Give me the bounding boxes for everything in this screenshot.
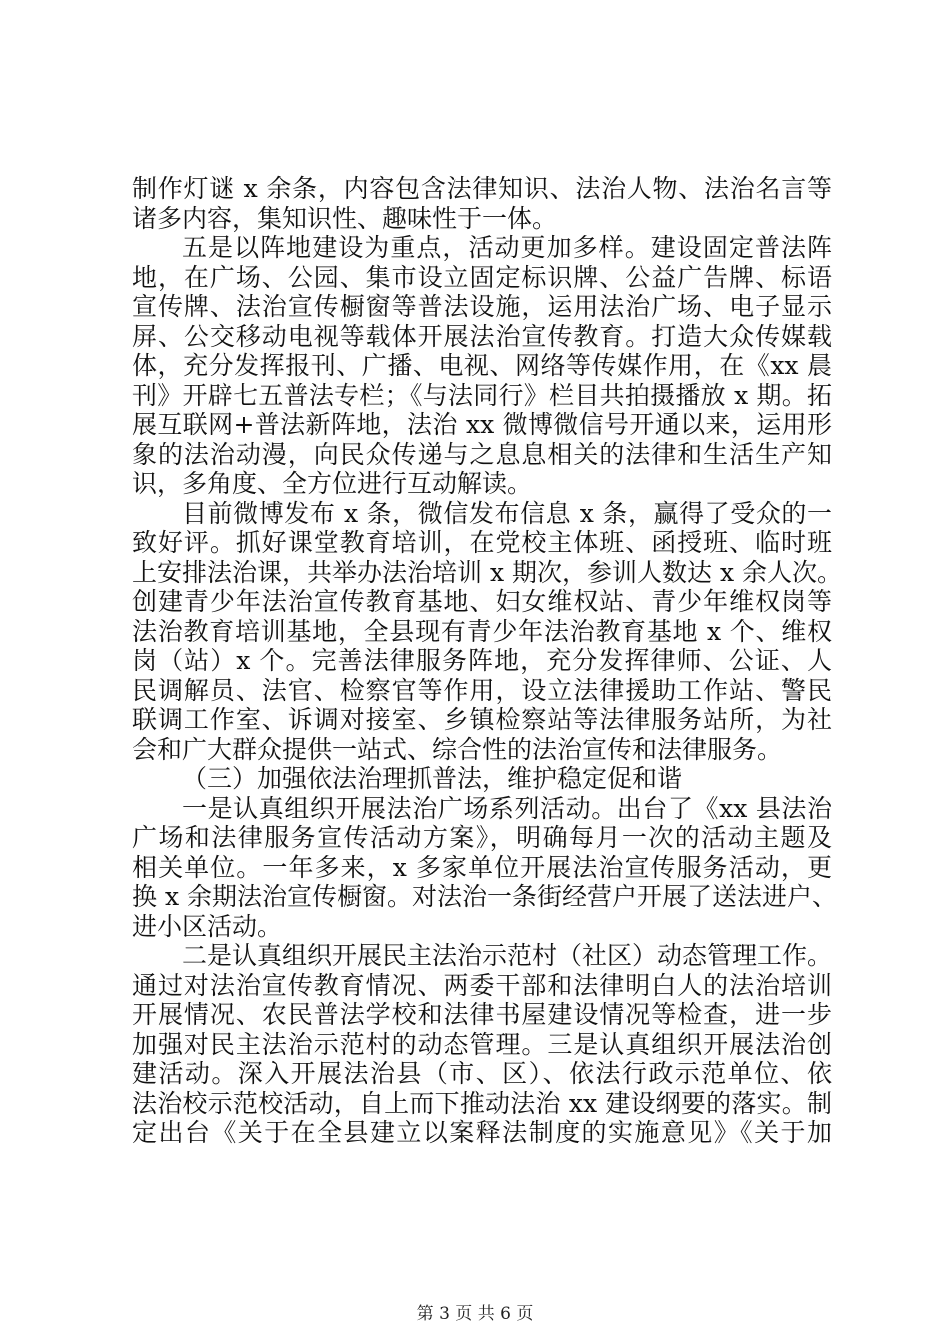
text-line: 法治教育培训基地，全县现有青少年法治教育基地 x 个、维权 — [132, 616, 832, 646]
text-line: 上安排法治课，共举办法治培训 x 期次，参训人数达 x 余人次。 — [132, 557, 842, 587]
text-line: 会和广大群众提供一站式、综合性的法治宣传和法律服务。 — [132, 734, 783, 764]
text-line: 联调工作室、诉调对接室、乡镇检察站等法律服务站所，为社 — [132, 705, 832, 734]
text-line: 制作灯谜 x 余条，内容包含法律知识、法治人物、法治名言等 — [132, 174, 832, 203]
text-line: 民调解员、法官、检察官等作用，设立法律援助工作站、警民 — [132, 675, 832, 705]
text-line: 通过对法治宣传教育情况、两委干部和法律明白人的法治培训 — [132, 970, 832, 1000]
text-line: 诸多内容，集知识性、趣味性于一体。 — [132, 203, 558, 233]
text-line: 建活动。深入开展法治县（市、区）、依法行政示范单位、依 — [132, 1059, 832, 1088]
text-line: 体，充分发挥报刊、广播、电视、网络等传媒作用，在《xx 晨 — [132, 351, 832, 380]
text-line: 开展情况、农民普法学校和法律书屋建设情况等检查，进一步 — [132, 1000, 832, 1029]
text-line: 展互联网+普法新阵地，法治 xx 微博微信号开通以来，运用形 — [132, 410, 832, 439]
text-line: 相关单位。一年多来，x 多家单位开展法治宣传服务活动，更 — [132, 852, 832, 882]
document-body — [132, 174, 842, 1148]
text-line: 定出台《关于在全县建立以案释法制度的实施意见》《关于加 — [132, 1118, 832, 1147]
text-line: 换 x 余期法治宣传橱窗。对法治一条街经营户开展了送法进户、 — [132, 882, 837, 911]
text-line: 广场和法律服务宣传活动方案》，明确每月一次的活动主题及 — [132, 823, 832, 852]
paragraph-first-line: 二是认真组织开展民主法治示范村（社区）动态管理工作。 — [182, 941, 833, 970]
text-line: 识，多角度、全方位进行互动解读。 — [132, 469, 533, 498]
text-line: 致好评。抓好课堂教育培训，在党校主体班、函授班、临时班 — [132, 528, 832, 557]
paragraph-first-line: 五是以阵地建设为重点，活动更加多样。建设固定普法阵 — [182, 233, 832, 262]
text-line: 岗（站）x 个。完善法律服务阵地，充分发挥律师、公证、人 — [132, 646, 832, 675]
text-line: 加强对民主法治示范村的动态管理。三是认真组织开展法治创 — [132, 1029, 832, 1059]
paragraph-first-line: （三）加强依法治理抓普法，维护稳定促和谐 — [182, 764, 683, 793]
text-line: 宣传牌、法治宣传橱窗等普法设施，运用法治广场、电子显示 — [132, 292, 832, 321]
paragraph-first-line: 目前微博发布 x 条，微信发布信息 x 条，赢得了受众的一 — [182, 498, 832, 528]
paragraph-first-line: 一是认真组织开展法治广场系列活动。出台了《xx 县法治 — [182, 793, 832, 823]
page-footer: 第 3 页 共 6 页 — [416, 1304, 534, 1324]
text-line: 刊》开辟七五普法专栏；《与法同行》栏目共拍摄播放 x 期。拓 — [132, 380, 832, 410]
text-line: 进小区活动。 — [132, 911, 283, 941]
text-line: 屏、公交移动电视等载体开展法治宣传教育。打造大众传媒载 — [132, 321, 832, 351]
text-line: 法治校示范校活动，自上而下推动法治 xx 建设纲要的落实。制 — [132, 1088, 832, 1118]
text-line: 地，在广场、公园、集市设立固定标识牌、公益广告牌、标语 — [132, 262, 832, 292]
text-line: 象的法治动漫，向民众传递与之息息相关的法律和生活生产知 — [132, 439, 832, 469]
text-line: 创建青少年法治宣传教育基地、妇女维权站、青少年维权岗等 — [132, 587, 832, 616]
